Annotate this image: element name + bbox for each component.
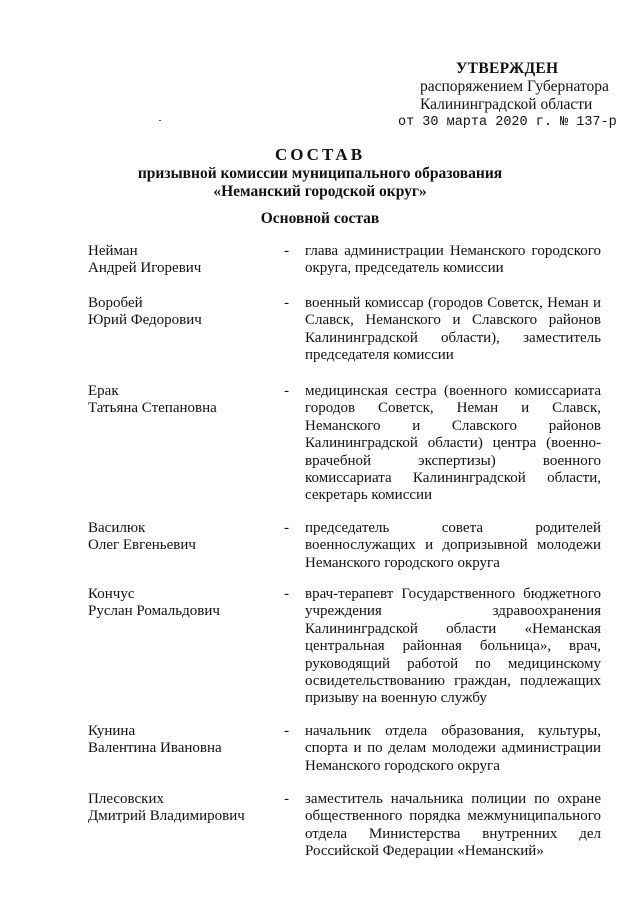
member-given-names: Валентина Ивановна bbox=[88, 740, 222, 757]
member-surname: Ерак bbox=[88, 383, 119, 399]
member-dash: - bbox=[284, 723, 289, 739]
member-name bbox=[88, 243, 273, 278]
section-heading: Основной состав bbox=[260, 210, 380, 227]
member-name bbox=[88, 295, 273, 330]
member-entry bbox=[88, 243, 608, 295]
member-surname: Василюк bbox=[88, 520, 146, 536]
member-name bbox=[88, 383, 273, 418]
approval-line-1: распоряжением Губернатора bbox=[420, 78, 609, 95]
member-list bbox=[88, 243, 608, 871]
member-role: председатель совета родителей военнослужащих и допризывной молодежи Неманского городского округа bbox=[305, 520, 601, 571]
member-entry bbox=[88, 295, 608, 383]
approval-title: УТВЕРЖДЕН bbox=[456, 60, 559, 77]
member-entry bbox=[88, 723, 608, 791]
member-role: военный комиссар (городов Советск, Неман и Славск, Неманского и Славского районов Калининградской области), заместитель председателя комиссии bbox=[305, 295, 601, 364]
member-dash: - bbox=[284, 383, 289, 399]
approval-line-2: Калининградской области bbox=[420, 96, 593, 113]
member-name bbox=[88, 723, 273, 758]
member-dash: - bbox=[284, 586, 289, 602]
member-given-names: Дмитрий Владимирович bbox=[88, 808, 245, 825]
member-entry bbox=[88, 791, 608, 871]
member-role: глава администрации Неманского городского округа, председатель комиссии bbox=[305, 243, 601, 277]
member-surname: Воробей bbox=[88, 295, 143, 311]
document-subtitle-1: призывной комиссии муниципального образования bbox=[137, 165, 503, 182]
member-role: начальник отдела образования, культуры, спорта и по делам молодежи администрации Неманского городского округа bbox=[305, 723, 601, 774]
member-given-names: Олег Евгеньевич bbox=[88, 537, 196, 554]
member-role: медицинская сестра (военного комиссариата городов Советск, Неман и Славск, Неманского и Славского районов Калининградской области) центра (военно-врачебной экспертизы) военного комиссариата Калининградской области, секретарь комиссии bbox=[305, 383, 601, 504]
scan-speck bbox=[159, 120, 161, 121]
member-dash: - bbox=[284, 243, 289, 259]
approval-date: от 30 марта 2020 г. № 137-р bbox=[398, 115, 617, 130]
approval-stamp bbox=[398, 60, 618, 132]
member-given-names: Андрей Игоревич bbox=[88, 260, 202, 277]
member-role: заместитель начальника полиции по охране общественного порядка межмуниципального отдела Министерства внутренних дел Российской Федерации «Неманский» bbox=[305, 791, 601, 860]
member-name bbox=[88, 586, 273, 621]
member-dash: - bbox=[284, 295, 289, 311]
member-surname: Нейман bbox=[88, 243, 138, 259]
member-entry bbox=[88, 383, 608, 520]
member-role: врач-терапевт Государственного бюджетного учреждения здравоохранения Калининградской области «Неманская центральная районная больница», врач, руководящий работой по медицинскому освидетельствованию граждан, подлежащих призыву на военную службу bbox=[305, 586, 601, 707]
member-dash: - bbox=[284, 520, 289, 536]
member-surname: Кончус bbox=[88, 586, 135, 602]
member-name bbox=[88, 791, 273, 826]
document-subtitle-2: «Неманский городской округ» bbox=[213, 183, 427, 200]
member-entry bbox=[88, 586, 608, 723]
member-given-names: Руслан Ромальдович bbox=[88, 603, 220, 620]
member-given-names: Татьяна Степановна bbox=[88, 400, 217, 417]
member-given-names: Юрий Федорович bbox=[88, 312, 202, 329]
member-surname: Кунина bbox=[88, 723, 136, 739]
member-name bbox=[88, 520, 273, 555]
member-entry bbox=[88, 520, 608, 586]
member-surname: Плесовских bbox=[88, 791, 164, 807]
document-title: СОСТАВ bbox=[274, 145, 366, 164]
member-dash: - bbox=[284, 791, 289, 807]
